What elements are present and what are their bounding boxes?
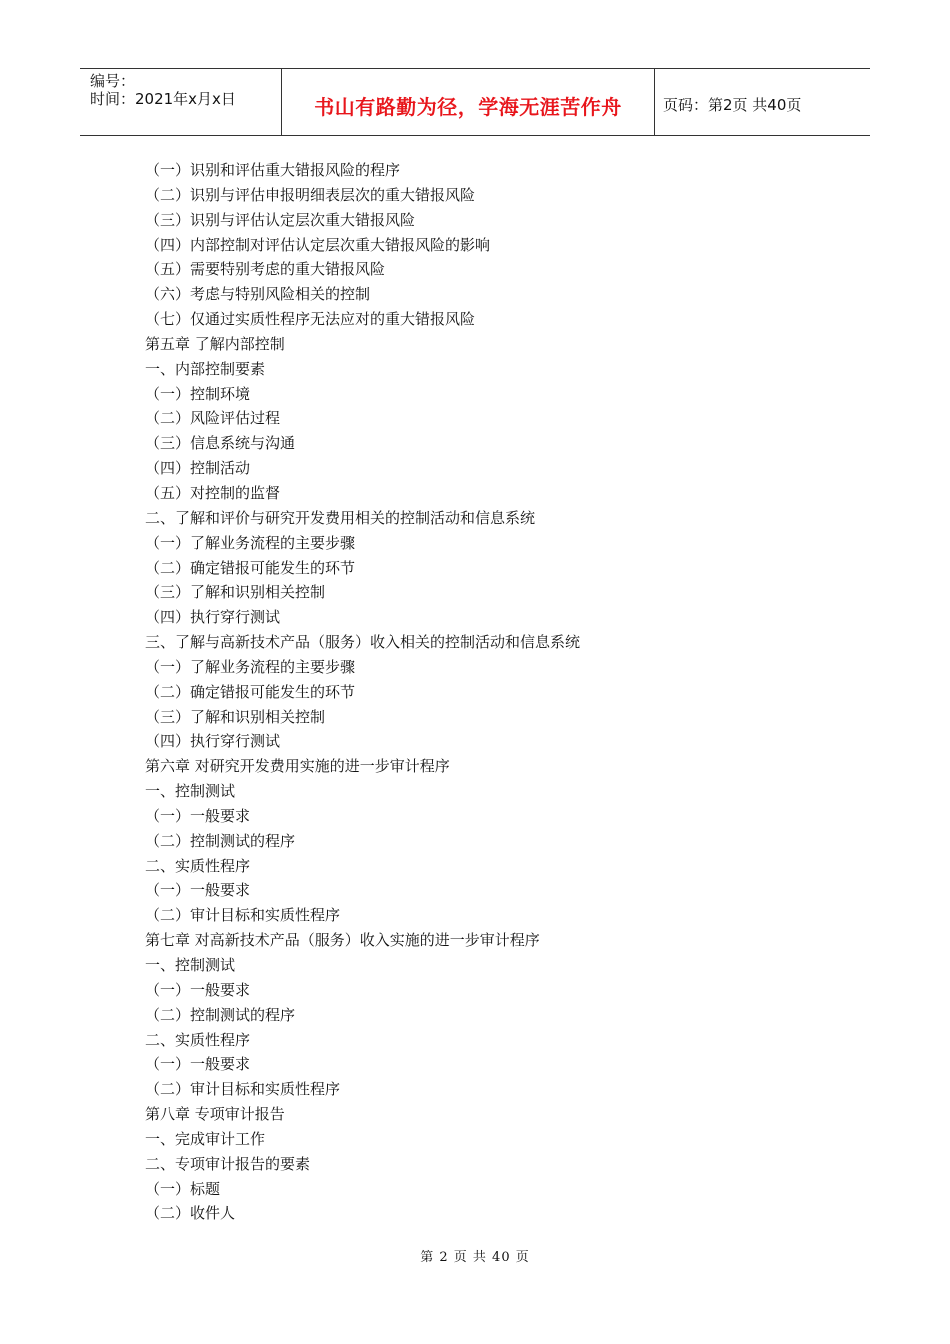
toc-entry: （三）了解和识别相关控制 xyxy=(145,707,326,726)
toc-entry: （二）确定错报可能发生的环节 xyxy=(145,558,356,577)
toc-entry: 第七章 对高新技术产品（服务）收入实施的进一步审计程序 xyxy=(145,931,540,950)
toc-entry: 一、内部控制要素 xyxy=(145,359,266,378)
toc-entry: （二）识别与评估申报明细表层次的重大错报风险 xyxy=(145,185,476,204)
toc-entry: （三）识别与评估认定层次重大错报风险 xyxy=(145,210,416,229)
page-footer: 第 2 页 共 40 页 xyxy=(420,1250,530,1265)
header-motto-cell xyxy=(282,69,655,135)
toc-entry: 二、了解和评价与研究开发费用相关的控制活动和信息系统 xyxy=(145,508,536,527)
toc-entry: （四）执行穿行测试 xyxy=(145,732,281,751)
toc-entry: （二）审计目标和实质性程序 xyxy=(145,1080,341,1099)
toc-entry: 二、实质性程序 xyxy=(145,856,251,875)
toc-entry: 一、控制测试 xyxy=(145,782,236,801)
toc-entry: （二）控制测试的程序 xyxy=(145,1005,296,1024)
table-of-contents xyxy=(145,158,580,1226)
toc-entry: （二）确定错报可能发生的环节 xyxy=(145,682,356,701)
toc-entry: （四）内部控制对评估认定层次重大错报风险的影响 xyxy=(145,235,491,254)
toc-entry: （六）考虑与特别风险相关的控制 xyxy=(145,285,371,304)
toc-entry: （一）一般要求 xyxy=(145,1055,251,1074)
toc-entry: （一）一般要求 xyxy=(145,881,251,900)
toc-entry: （一）识别和评估重大错报风险的程序 xyxy=(145,161,401,179)
toc-entry: 第八章 专项审计报告 xyxy=(145,1105,285,1124)
toc-entry: 第六章 对研究开发费用实施的进一步审计程序 xyxy=(145,757,450,776)
document-date-label: 时间：2021年x月x日 xyxy=(90,90,236,108)
toc-entry: （四）执行穿行测试 xyxy=(145,608,281,627)
toc-entry: （五）需要特别考虑的重大错报风险 xyxy=(145,260,386,279)
toc-entry: 一、控制测试 xyxy=(145,956,236,974)
page-header xyxy=(80,68,870,136)
header-page-cell xyxy=(655,69,870,135)
toc-entry: （三）信息系统与沟通 xyxy=(145,434,296,453)
toc-entry: （二）风险评估过程 xyxy=(145,409,281,428)
toc-entry: （四）控制活动 xyxy=(145,459,251,478)
toc-entry: （二）审计目标和实质性程序 xyxy=(145,906,341,925)
toc-entry: （五）对控制的监督 xyxy=(145,483,281,502)
toc-entry: （一）了解业务流程的主要步骤 xyxy=(145,657,356,676)
header-page-info: 页码：第2页 共40页 xyxy=(663,96,802,114)
header-meta-cell xyxy=(80,69,282,135)
toc-entry: （一）一般要求 xyxy=(145,980,251,999)
toc-entry: （二）控制测试的程序 xyxy=(145,831,296,850)
toc-entry: 一、完成审计工作 xyxy=(145,1129,266,1148)
toc-entry: （一）控制环境 xyxy=(145,384,251,403)
header-motto: 书山有路勤为径，学海无涯苦作舟 xyxy=(314,95,622,119)
toc-entry: （一）标题 xyxy=(145,1179,221,1198)
toc-entry: （二）收件人 xyxy=(145,1204,236,1223)
document-number-label: 编号： xyxy=(90,72,136,90)
toc-entry: （一）了解业务流程的主要步骤 xyxy=(145,533,356,552)
toc-entry: 第五章 了解内部控制 xyxy=(145,334,285,353)
toc-entry: 二、实质性程序 xyxy=(145,1030,251,1049)
toc-entry: （一）一般要求 xyxy=(145,806,251,825)
toc-entry: 二、专项审计报告的要素 xyxy=(145,1154,311,1173)
toc-entry: （三）了解和识别相关控制 xyxy=(145,583,326,602)
toc-entry: （七）仅通过实质性程序无法应对的重大错报风险 xyxy=(145,310,476,329)
toc-entry: 三、了解与高新技术产品（服务）收入相关的控制活动和信息系统 xyxy=(145,633,581,652)
